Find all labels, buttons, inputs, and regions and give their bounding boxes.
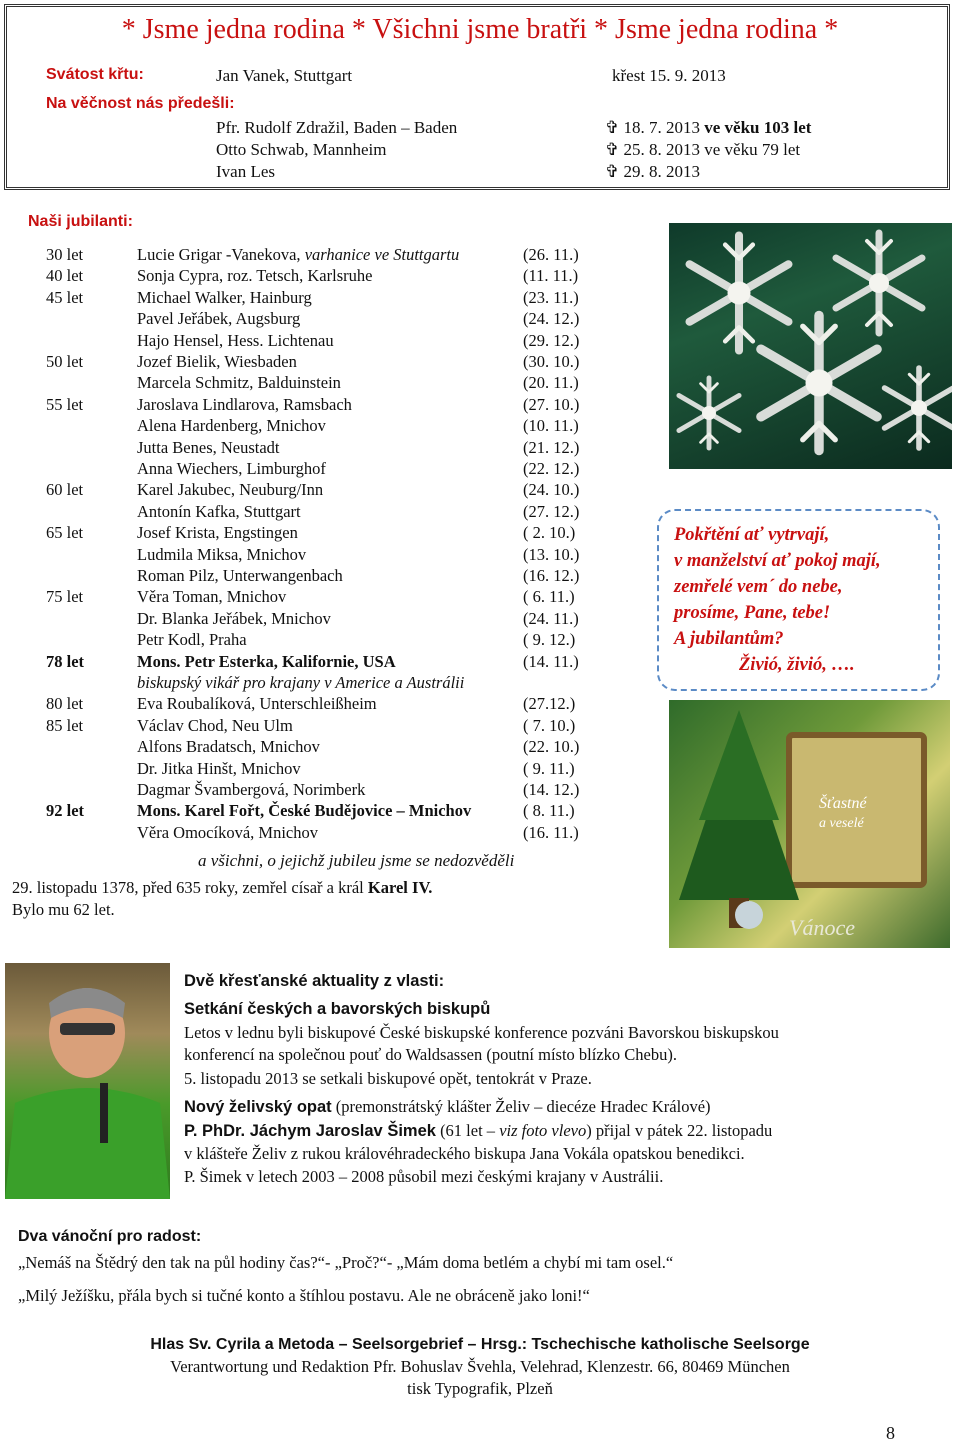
card-script: Vánoce <box>789 915 855 940</box>
jubilant-name: Václav Chod, Neu Ulm <box>137 716 293 735</box>
jubilant-date: ( 2. 10.) <box>523 523 576 542</box>
page-number: 8 <box>886 1423 895 1443</box>
baptism-label: Svátost křtu: <box>46 66 144 83</box>
jubilant-date: ( 9. 11.) <box>523 759 575 778</box>
jubilant-date: (27. 12.) <box>523 502 580 521</box>
jubilant-name: Marcela Schmitz, Balduinstein <box>137 373 341 392</box>
snowflake-icon <box>669 223 952 469</box>
cross-icon: ✞ <box>605 162 620 181</box>
jubilant-date: (24. 12.) <box>523 309 580 328</box>
news-subtitle: Setkání českých a bavorských biskupů <box>184 1000 491 1018</box>
jubilant-date: (20. 11.) <box>523 373 579 392</box>
jubilant-row <box>46 352 606 373</box>
news-title: Dvě křesťanské aktuality z vlasti: <box>184 972 445 990</box>
jubilant-name: Sonja Cypra, roz. Tetsch, Karlsruhe <box>137 266 373 285</box>
jubilant-date: (30. 10.) <box>523 352 580 371</box>
jubilant-date: ( 8. 11.) <box>523 801 575 820</box>
jubilant-date: (24. 11.) <box>523 609 579 628</box>
jubilant-row <box>46 652 606 673</box>
jubilant-date: (29. 12.) <box>523 331 580 350</box>
history-line-2: Bylo mu 62 let. <box>12 900 115 919</box>
jubilant-row <box>46 438 606 459</box>
jubilant-name: Michael Walker, Hainburg <box>137 288 312 307</box>
christmas-tree-icon <box>669 700 950 948</box>
footer-title: Hlas Sv. Cyrila a Metoda – Seelsorgebrief – Hrsg.: Tschechische katholische Seelsorge <box>150 1336 810 1353</box>
poem-box <box>657 509 940 691</box>
jubilant-age: 92 let <box>46 801 85 820</box>
jubilant-name: biskupský vikář pro krajany v Americe a Austrálii <box>137 673 465 692</box>
jubilant-name: Pavel Jeřábek, Augsburg <box>137 309 301 328</box>
jubilant-row <box>46 288 606 309</box>
jubilant-date: (24. 10.) <box>523 480 580 499</box>
poem-line: Živió, živió, …. <box>739 655 855 675</box>
jubilant-row <box>46 780 606 801</box>
jubilant-row <box>46 587 606 608</box>
deceased-name: Pfr. Rudolf Zdražil, Baden – Baden <box>216 118 458 137</box>
card-script: Šťastné <box>819 795 867 812</box>
jubilant-date: (14. 11.) <box>523 652 579 671</box>
jubilant-row <box>46 480 606 501</box>
news-text: konferencí na společnou pouť do Waldsassen (poutní místo blízko Chebu). <box>184 1045 677 1064</box>
joke-line: „Nemáš na Štědrý den tak na půl hodiny čas?“- „Proč?“- „Mám doma betlém a chybí mi tam osel.“ <box>18 1253 674 1272</box>
jubilant-name: Jutta Benes, Neustadt <box>137 438 280 457</box>
jubilant-row <box>46 331 606 352</box>
jubilant-name: Věra Omocíková, Mnichov <box>137 823 318 842</box>
footer-editor: Verantwortung und Redaktion Pfr. Bohuslav Švehla, Velehrad, Klenzestr. 66, 80469 München <box>170 1357 790 1376</box>
jubilant-date: ( 9. 12.) <box>523 630 576 649</box>
snowflakes-photo <box>669 223 952 469</box>
jubilant-date: (16. 11.) <box>523 823 579 842</box>
deceased-date: ✞ 25. 8. 2013 ve věku 79 let <box>605 140 801 159</box>
jubilant-age: 75 let <box>46 587 84 606</box>
jubilant-name: Alena Hardenberg, Mnichov <box>137 416 326 435</box>
jubilant-date: (22. 12.) <box>523 459 580 478</box>
news-text: Nový želivský opat (premonstrátský klášter Želiv – diecéze Hradec Králové) <box>184 1097 711 1116</box>
jubilant-name: Jozef Bielik, Wiesbaden <box>137 352 297 371</box>
history-line: 29. listopadu 1378, před 635 roky, zemřel císař a král Karel IV. <box>12 878 433 897</box>
jubilant-name: Alfons Bradatsch, Mnichov <box>137 737 320 756</box>
poem-line: A jubilantům? <box>674 629 784 649</box>
jubilant-name: Mons. Karel Fořt, České Budějovice – Mnichov <box>137 801 472 820</box>
poem-line: zemřelé vem´ do nebe, <box>674 577 843 597</box>
jubilant-name: Karel Jakubec, Neuburg/Inn <box>137 480 324 499</box>
jubilant-age: 30 let <box>46 245 84 264</box>
jubilant-name: Mons. Petr Esterka, Kalifornie, USA <box>137 652 396 671</box>
jubilant-row <box>46 309 606 330</box>
jubilant-name: Ludmila Miksa, Mnichov <box>137 545 307 564</box>
jubilant-name: Eva Roubalíková, Unterschleißheim <box>137 694 377 713</box>
jubilant-row <box>46 545 606 566</box>
footer-printer: tisk Typografik, Plzeň <box>407 1379 553 1398</box>
jubilant-age: 50 let <box>46 352 84 371</box>
jubilant-row <box>46 373 606 394</box>
jubilant-age: 65 let <box>46 523 84 542</box>
cross-icon: ✞ <box>605 118 620 137</box>
christmas-card-image <box>669 700 950 948</box>
jubilant-row <box>46 609 606 630</box>
jubilant-name: Dr. Jitka Hinšt, Mnichov <box>137 759 301 778</box>
jubilant-age: 45 let <box>46 288 84 307</box>
person-icon <box>5 963 170 1199</box>
jubilant-age: 60 let <box>46 480 84 499</box>
jubilant-row <box>46 716 606 737</box>
jubilant-date: ( 7. 10.) <box>523 716 576 735</box>
news-text: Letos v lednu byli biskupové České biskupské konference pozváni Bavorskou biskupskou <box>184 1023 779 1042</box>
jubilant-date: (27.12.) <box>523 694 576 713</box>
jubilant-name: Anna Wiechers, Limburghof <box>137 459 326 478</box>
priest-photo <box>5 963 170 1199</box>
jubilant-age: 78 let <box>46 652 85 671</box>
news-text: 5. listopadu 2013 se setkali biskupové opět, tentokrát v Praze. <box>184 1069 592 1088</box>
jubilant-name: Antonín Kafka, Stuttgart <box>137 502 301 521</box>
deceased-date: ✞ 18. 7. 2013 ve věku 103 let <box>605 118 812 137</box>
jubilant-row <box>46 694 606 715</box>
cross-icon: ✞ <box>605 140 620 159</box>
jubilant-name: Josef Krista, Engstingen <box>137 523 298 542</box>
jubilant-row <box>46 630 606 651</box>
jubilant-age: 40 let <box>46 266 84 285</box>
jubilant-date: (21. 12.) <box>523 438 580 457</box>
jubilant-date: (16. 12.) <box>523 566 580 585</box>
jubilant-date: (26. 11.) <box>523 245 579 264</box>
jubilant-date: (23. 11.) <box>523 288 579 307</box>
jubilant-row <box>46 266 606 287</box>
jubilant-row <box>46 245 606 266</box>
jubilant-name: Petr Kodl, Praha <box>137 630 247 649</box>
jubilant-age: 85 let <box>46 716 84 735</box>
jokes-title: Dva vánoční pro radost: <box>18 1228 202 1245</box>
jubilants-footer: a všichni, o jejichž jubileu jsme se nedozvěděli <box>198 851 515 870</box>
baptism-date: křest 15. 9. 2013 <box>612 66 726 85</box>
jubilant-date: (22. 10.) <box>523 737 580 756</box>
jubilant-row <box>46 737 606 758</box>
jubilant-name: Jaroslava Lindlarova, Ramsbach <box>137 395 352 414</box>
deceased-label: Na věčnost nás předešli: <box>46 95 235 112</box>
jubilant-date: (13. 10.) <box>523 545 580 564</box>
jubilant-row <box>46 673 606 694</box>
jubilant-date: ( 6. 11.) <box>523 587 575 606</box>
jubilant-row <box>46 395 606 416</box>
deceased-name: Otto Schwab, Mannheim <box>216 140 387 159</box>
deceased-date: ✞ 29. 8. 2013 <box>605 162 700 181</box>
jubilant-row <box>46 523 606 544</box>
jubilant-name: Lucie Grigar -Vanekova, varhanice ve Stuttgartu <box>137 245 460 264</box>
jubilant-row <box>46 416 606 437</box>
jubilant-age: 80 let <box>46 694 84 713</box>
jubilant-row <box>46 566 606 587</box>
poem-line: v manželství ať pokoj mají, <box>674 551 881 571</box>
jubilant-date: (27. 10.) <box>523 395 580 414</box>
card-script: a veselé <box>819 816 864 831</box>
poem-line: Pokřtění ať vytrvají, <box>674 525 830 545</box>
banner: * Jsme jedna rodina * Všichni jsme bratři * Jsme jedna rodina * <box>121 14 839 45</box>
jubilant-row <box>46 502 606 523</box>
joke-line: „Milý Ježíšku, přála bych si tučné konto a štíhlou postavu. Ale ne obráceně jako loni!“ <box>18 1286 590 1305</box>
jubilant-name: Dagmar Švambergová, Norimberk <box>137 780 366 799</box>
jubilant-name: Věra Toman, Mnichov <box>137 587 287 606</box>
news-text: v klášteře Želiv z rukou královéhradeckého biskupa Jana Vokála opatskou benedikci. <box>184 1144 745 1163</box>
jubilant-row <box>46 459 606 480</box>
news-text: P. PhDr. Jáchym Jaroslav Šimek (61 let – viz foto vlevo) přijal v pátek 22. listopadu <box>184 1121 773 1140</box>
jubilant-row <box>46 759 606 780</box>
jubilant-date: (14. 12.) <box>523 780 580 799</box>
jubilant-name: Hajo Hensel, Hess. Lichtenau <box>137 331 334 350</box>
jubilant-note: varhanice ve Stuttgartu <box>300 245 460 264</box>
jubilant-age: 55 let <box>46 395 84 414</box>
deceased-name: Ivan Les <box>216 162 276 181</box>
baptism-name: Jan Vanek, Stuttgart <box>216 66 353 85</box>
jubilant-name: Dr. Blanka Jeřábek, Mnichov <box>137 609 331 628</box>
jubilant-date: (11. 11.) <box>523 266 579 285</box>
jubilants-title: Naši jubilanti: <box>28 213 133 230</box>
jubilant-row <box>46 801 606 822</box>
jubilant-name: Roman Pilz, Unterwangenbach <box>137 566 343 585</box>
news-text: P. Šimek v letech 2003 – 2008 působil mezi českými krajany v Austrálii. <box>184 1167 664 1186</box>
poem-line: prosíme, Pane, tebe! <box>674 603 831 623</box>
jubilant-row <box>46 823 606 844</box>
jubilant-date: (10. 11.) <box>523 416 579 435</box>
